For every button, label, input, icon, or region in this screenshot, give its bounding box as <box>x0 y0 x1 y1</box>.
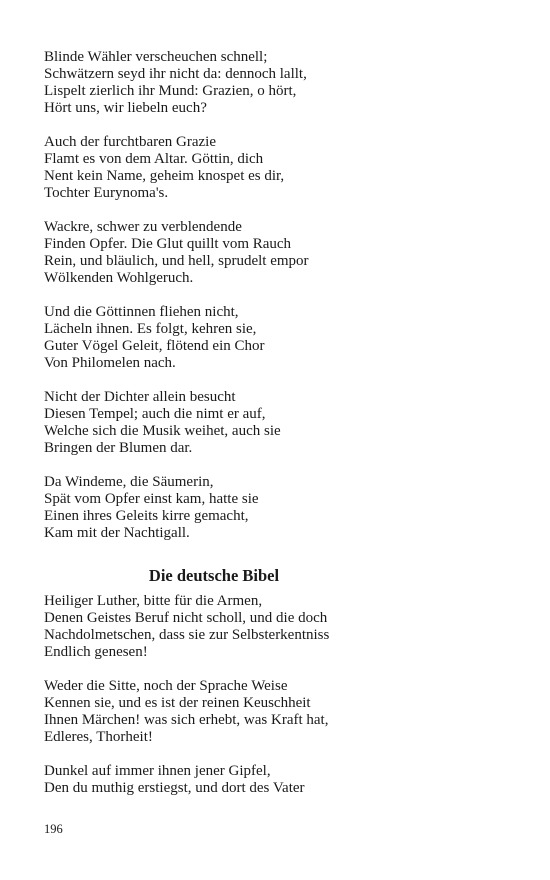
verse-line: Edleres, Thorheit! <box>44 729 153 745</box>
verse-line: Finden Opfer. Die Glut quillt vom Rauch <box>44 236 292 252</box>
verse-line: Und die Göttinnen fliehen nicht, <box>44 304 239 320</box>
verse-line: Wölkenden Wohlgeruch. <box>44 270 194 286</box>
verse-line: Bringen der Blumen dar. <box>44 440 193 456</box>
verse-line: Einen ihres Geleits kirre gemacht, <box>44 508 249 524</box>
verse-line: Tochter Eurynoma's. <box>44 185 169 201</box>
verse-line: Hört uns, wir liebeln euch? <box>44 100 207 116</box>
poem1-stanza-1 <box>44 49 514 117</box>
verse-line: Nent kein Name, geheim knospet es dir, <box>44 168 285 184</box>
verse-line: Ihnen Märchen! was sich erhebt, was Kraft hat, <box>44 712 329 728</box>
verse-line: Schwätzern seyd ihr nicht da: dennoch lallt, <box>44 66 307 82</box>
verse-line: Wackre, schwer zu verblendende <box>44 219 242 235</box>
verse-line: Von Philomelen nach. <box>44 355 176 371</box>
verse-line: Denen Geistes Beruf nicht scholl, und die doch <box>44 610 328 626</box>
verse-line: Da Windeme, die Säumerin, <box>44 474 214 490</box>
verse-line: Diesen Tempel; auch die nimt er auf, <box>44 406 266 422</box>
poem2-stanza-1 <box>44 593 514 661</box>
poem1-stanza-4 <box>44 304 514 372</box>
verse-line: Kam mit der Nachtigall. <box>44 525 190 541</box>
verse-line: Endlich genesen! <box>44 644 148 660</box>
verse-line: Flamt es von dem Altar. Göttin, dich <box>44 151 264 167</box>
poem2-stanza-2 <box>44 678 514 746</box>
verse-line: Nachdolmetschen, dass sie zur Selbsterkentniss <box>44 627 330 643</box>
poem2-stanza-3 <box>44 763 514 797</box>
poem1-stanza-3 <box>44 219 514 287</box>
page-number: 196 <box>44 822 63 836</box>
verse-line: Lächeln ihnen. Es folgt, kehren sie, <box>44 321 257 337</box>
verse-line: Weder die Sitte, noch der Sprache Weise <box>44 678 288 694</box>
verse-line: Heiliger Luther, bitte für die Armen, <box>44 593 263 609</box>
verse-line: Dunkel auf immer ihnen jener Gipfel, <box>44 763 271 779</box>
page-body <box>44 49 514 814</box>
poem1-stanza-5 <box>44 389 514 457</box>
verse-line: Auch der furchtbaren Grazie <box>44 134 216 150</box>
verse-line: Rein, und bläulich, und hell, sprudelt empor <box>44 253 309 269</box>
verse-line: Spät vom Opfer einst kam, hatte sie <box>44 491 259 507</box>
verse-line: Lispelt zierlich ihr Mund: Grazien, o hört, <box>44 83 297 99</box>
verse-line: Welche sich die Musik weihet, auch sie <box>44 423 281 439</box>
poem-title: Die deutsche Bibel <box>148 566 280 585</box>
verse-line: Nicht der Dichter allein besucht <box>44 389 236 405</box>
verse-line: Blinde Wähler verscheuchen schnell; <box>44 49 268 65</box>
poem1-stanza-6 <box>44 474 514 542</box>
verse-line: Den du muthig erstiegst, und dort des Vater <box>44 780 305 796</box>
verse-line: Guter Vögel Geleit, flötend ein Chor <box>44 338 265 354</box>
poem1-stanza-2 <box>44 134 514 202</box>
verse-line: Kennen sie, und es ist der reinen Keuschheit <box>44 695 311 711</box>
